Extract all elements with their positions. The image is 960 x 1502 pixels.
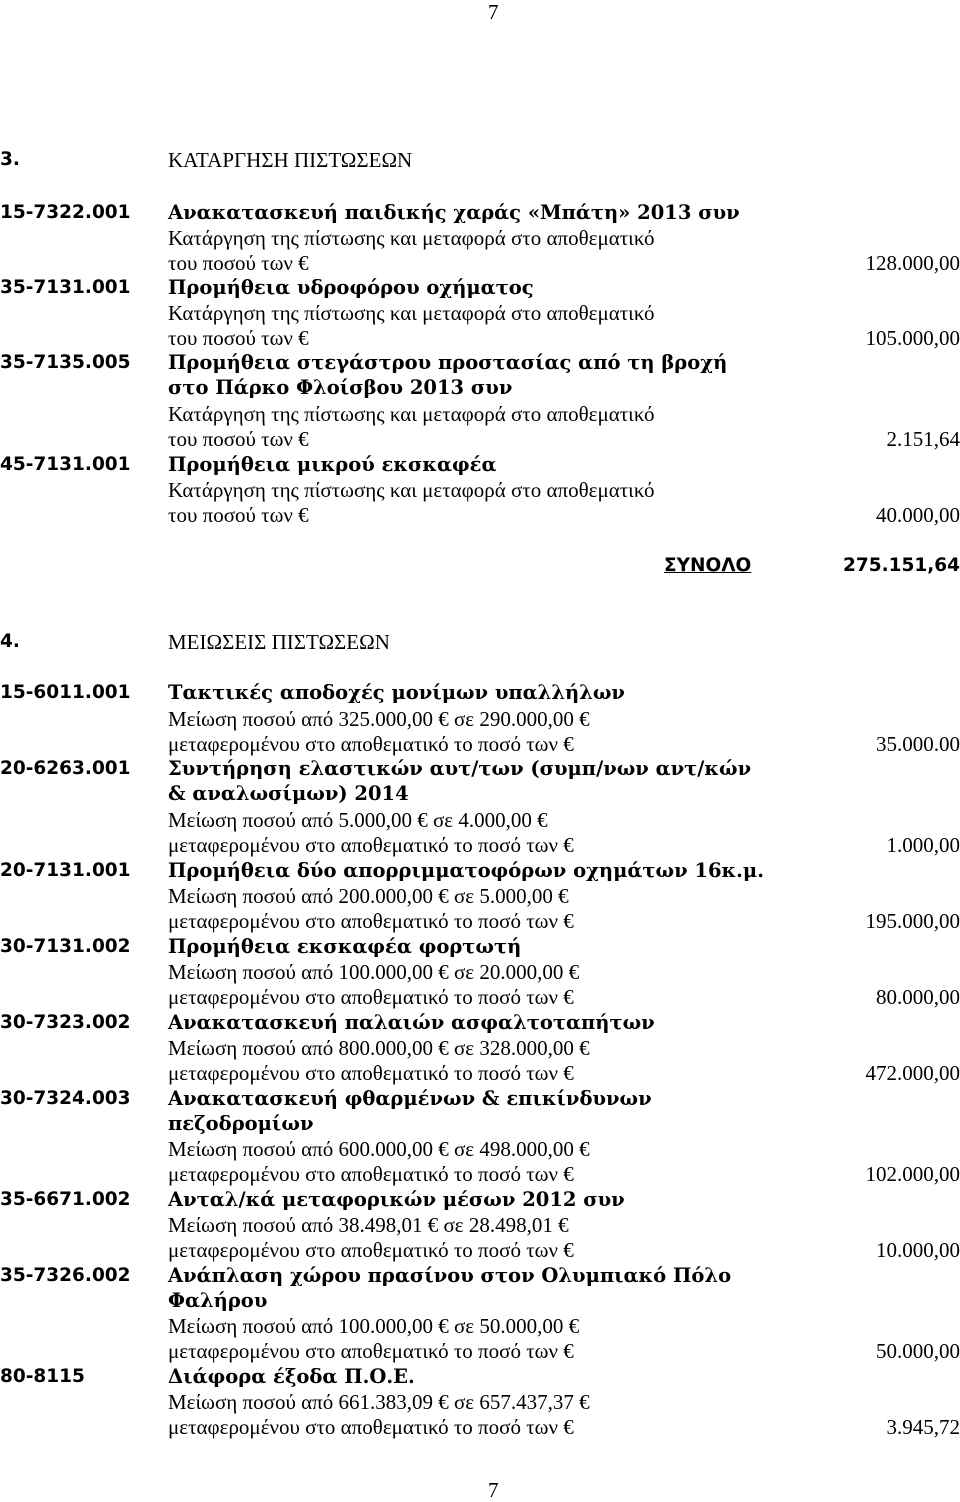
s4-e8-line2: μεταφερομένου στο αποθεματικό το ποσό των € bbox=[168, 1339, 574, 1363]
s4-e9-amount: 3.945,72 bbox=[886, 1415, 960, 1439]
s4-e5-title: Ανακατασκευή παλαιών ασφαλτοταπήτων bbox=[168, 1011, 655, 1034]
s4-e6-title-b: πεζοδρομίων bbox=[168, 1112, 314, 1135]
s4-e2-title-b: & αναλωσίμων) 2014 bbox=[168, 782, 409, 805]
s4-e5-line2: μεταφερομένου στο αποθεματικό το ποσό των € bbox=[168, 1061, 574, 1085]
s3-e1-code: 15-7322.001 bbox=[0, 202, 131, 223]
s4-e7-amount: 10.000,00 bbox=[876, 1238, 960, 1262]
s4-e8-code: 35-7326.002 bbox=[0, 1265, 131, 1286]
s4-e1-amount: 35.000.00 bbox=[876, 732, 960, 756]
s4-e6-amount: 102.000,00 bbox=[865, 1162, 960, 1186]
s4-e3-code: 20-7131.001 bbox=[0, 860, 131, 881]
s4-e4-line1: Μείωση ποσού από 100.000,00 € σε 20.000,00 € bbox=[168, 960, 580, 984]
s3-e4-code: 45-7131.001 bbox=[0, 454, 131, 475]
s4-e1-line1: Μείωση ποσού από 325.000,00 € σε 290.000,00 € bbox=[168, 707, 590, 731]
s3-e2-line1: Κατάργηση της πίστωσης και μεταφορά στο αποθεματικό bbox=[168, 301, 655, 325]
s3-e4-amount: 40.000,00 bbox=[876, 503, 960, 527]
s4-e4-amount: 80.000,00 bbox=[876, 985, 960, 1009]
s4-e4-title: Προμήθεια εκσκαφέα φορτωτή bbox=[168, 935, 522, 958]
s4-e5-amount: 472.000,00 bbox=[865, 1061, 960, 1085]
s3-e1-line2: του ποσού των € bbox=[168, 251, 309, 275]
s3-e2-code: 35-7131.001 bbox=[0, 277, 131, 298]
s3-e3-code: 35-7135.005 bbox=[0, 352, 131, 373]
section-4-title: ΜΕΙΩΣΕΙΣ ΠΙΣΤΩΣΕΩΝ bbox=[168, 630, 390, 654]
total-amount: 275.151,64 bbox=[842, 555, 960, 576]
total-label: ΣΥΝΟΛΟ bbox=[664, 555, 752, 576]
s4-e7-code: 35-6671.002 bbox=[0, 1189, 131, 1210]
s3-e3-title-b: στο Πάρκο Φλοίσβου 2013 συν bbox=[168, 376, 513, 399]
s3-e4-line1: Κατάργηση της πίστωσης και μεταφορά στο αποθεματικό bbox=[168, 478, 655, 502]
s4-e6-line1: Μείωση ποσού από 600.000,00 € σε 498.000,00 € bbox=[168, 1137, 590, 1161]
s3-e3-amount: 2.151,64 bbox=[886, 427, 960, 451]
s3-e3-title-a: Προμήθεια στεγάστρου προστασίας από τη βροχή bbox=[168, 351, 728, 374]
s3-e4-title: Προμήθεια μικρού εκσκαφέα bbox=[168, 453, 497, 476]
s4-e5-code: 30-7323.002 bbox=[0, 1012, 131, 1033]
s3-e1-line1: Κατάργηση της πίστωσης και μεταφορά στο αποθεματικό bbox=[168, 226, 655, 250]
s4-e1-line2: μεταφερομένου στο αποθεματικό το ποσό των € bbox=[168, 732, 574, 756]
s4-e7-line1: Μείωση ποσού από 38.498,01 € σε 28.498,01 € bbox=[168, 1213, 569, 1237]
s4-e2-line1: Μείωση ποσού από 5.000,00 € σε 4.000,00 € bbox=[168, 808, 548, 832]
s4-e9-title: Διάφορα έξοδα Π.Ο.Ε. bbox=[168, 1365, 415, 1388]
s3-e3-line1: Κατάργηση της πίστωσης και μεταφορά στο αποθεματικό bbox=[168, 402, 655, 426]
s3-e1-title: Ανακατασκευή παιδικής χαράς «Μπάτη» 2013 συν bbox=[168, 201, 740, 224]
s4-e6-code: 30-7324.003 bbox=[0, 1088, 131, 1109]
s4-e1-code: 15-6011.001 bbox=[0, 682, 131, 703]
section-3-title: ΚΑΤΑΡΓΗΣΗ ΠΙΣΤΩΣΕΩΝ bbox=[168, 148, 413, 172]
section-3-number: 3. bbox=[0, 149, 20, 170]
s4-e1-title: Τακτικές αποδοχές μονίμων υπαλλήλων bbox=[168, 681, 625, 704]
s4-e9-line2: μεταφερομένου στο αποθεματικό το ποσό των € bbox=[168, 1415, 574, 1439]
s4-e3-title: Προμήθεια δύο απορριμματοφόρων οχημάτων 16κ.μ. bbox=[168, 859, 764, 882]
s3-e2-amount: 105.000,00 bbox=[865, 326, 960, 350]
s4-e8-title-b: Φαλήρου bbox=[168, 1289, 268, 1312]
s4-e2-title-a: Συντήρηση ελαστικών αυτ/των (συμπ/νων αντ/κών bbox=[168, 757, 752, 780]
s3-e4-line2: του ποσού των € bbox=[168, 503, 309, 527]
s3-e3-line2: του ποσού των € bbox=[168, 427, 309, 451]
s4-e9-code: 80-8115 bbox=[0, 1366, 85, 1387]
s4-e6-line2: μεταφερομένου στο αποθεματικό το ποσό των € bbox=[168, 1162, 574, 1186]
s4-e6-title-a: Ανακατασκευή φθαρμένων & επικίνδυνων bbox=[168, 1087, 652, 1110]
s3-e2-line2: του ποσού των € bbox=[168, 326, 309, 350]
s4-e7-title: Ανταλ/κά μεταφορικών μέσων 2012 συν bbox=[168, 1188, 625, 1211]
s4-e3-amount: 195.000,00 bbox=[865, 909, 960, 933]
s4-e2-code: 20-6263.001 bbox=[0, 758, 131, 779]
s3-e1-amount: 128.000,00 bbox=[865, 251, 960, 275]
s4-e4-line2: μεταφερομένου στο αποθεματικό το ποσό των € bbox=[168, 985, 574, 1009]
s4-e3-line2: μεταφερομένου στο αποθεματικό το ποσό των € bbox=[168, 909, 574, 933]
section-4-number: 4. bbox=[0, 631, 20, 652]
s4-e2-amount: 1.000,00 bbox=[886, 833, 960, 857]
s4-e7-line2: μεταφερομένου στο αποθεματικό το ποσό των € bbox=[168, 1238, 574, 1262]
s4-e5-line1: Μείωση ποσού από 800.000,00 € σε 328.000,00 € bbox=[168, 1036, 590, 1060]
page-number-bottom: 7 bbox=[488, 1478, 499, 1502]
s4-e8-title-a: Ανάπλαση χώρου πρασίνου στον Ολυμπιακό Πόλο bbox=[168, 1264, 732, 1287]
s4-e8-line1: Μείωση ποσού από 100.000,00 € σε 50.000,00 € bbox=[168, 1314, 580, 1338]
s4-e2-line2: μεταφερομένου στο αποθεματικό το ποσό των € bbox=[168, 833, 574, 857]
s3-e2-title: Προμήθεια υδροφόρου οχήματος bbox=[168, 276, 534, 299]
s4-e4-code: 30-7131.002 bbox=[0, 936, 131, 957]
page-number-top: 7 bbox=[488, 0, 499, 24]
s4-e8-amount: 50.000,00 bbox=[876, 1339, 960, 1363]
s4-e3-line1: Μείωση ποσού από 200.000,00 € σε 5.000,00 € bbox=[168, 884, 569, 908]
s4-e9-line1: Μείωση ποσού από 661.383,09 € σε 657.437,37 € bbox=[168, 1390, 590, 1414]
